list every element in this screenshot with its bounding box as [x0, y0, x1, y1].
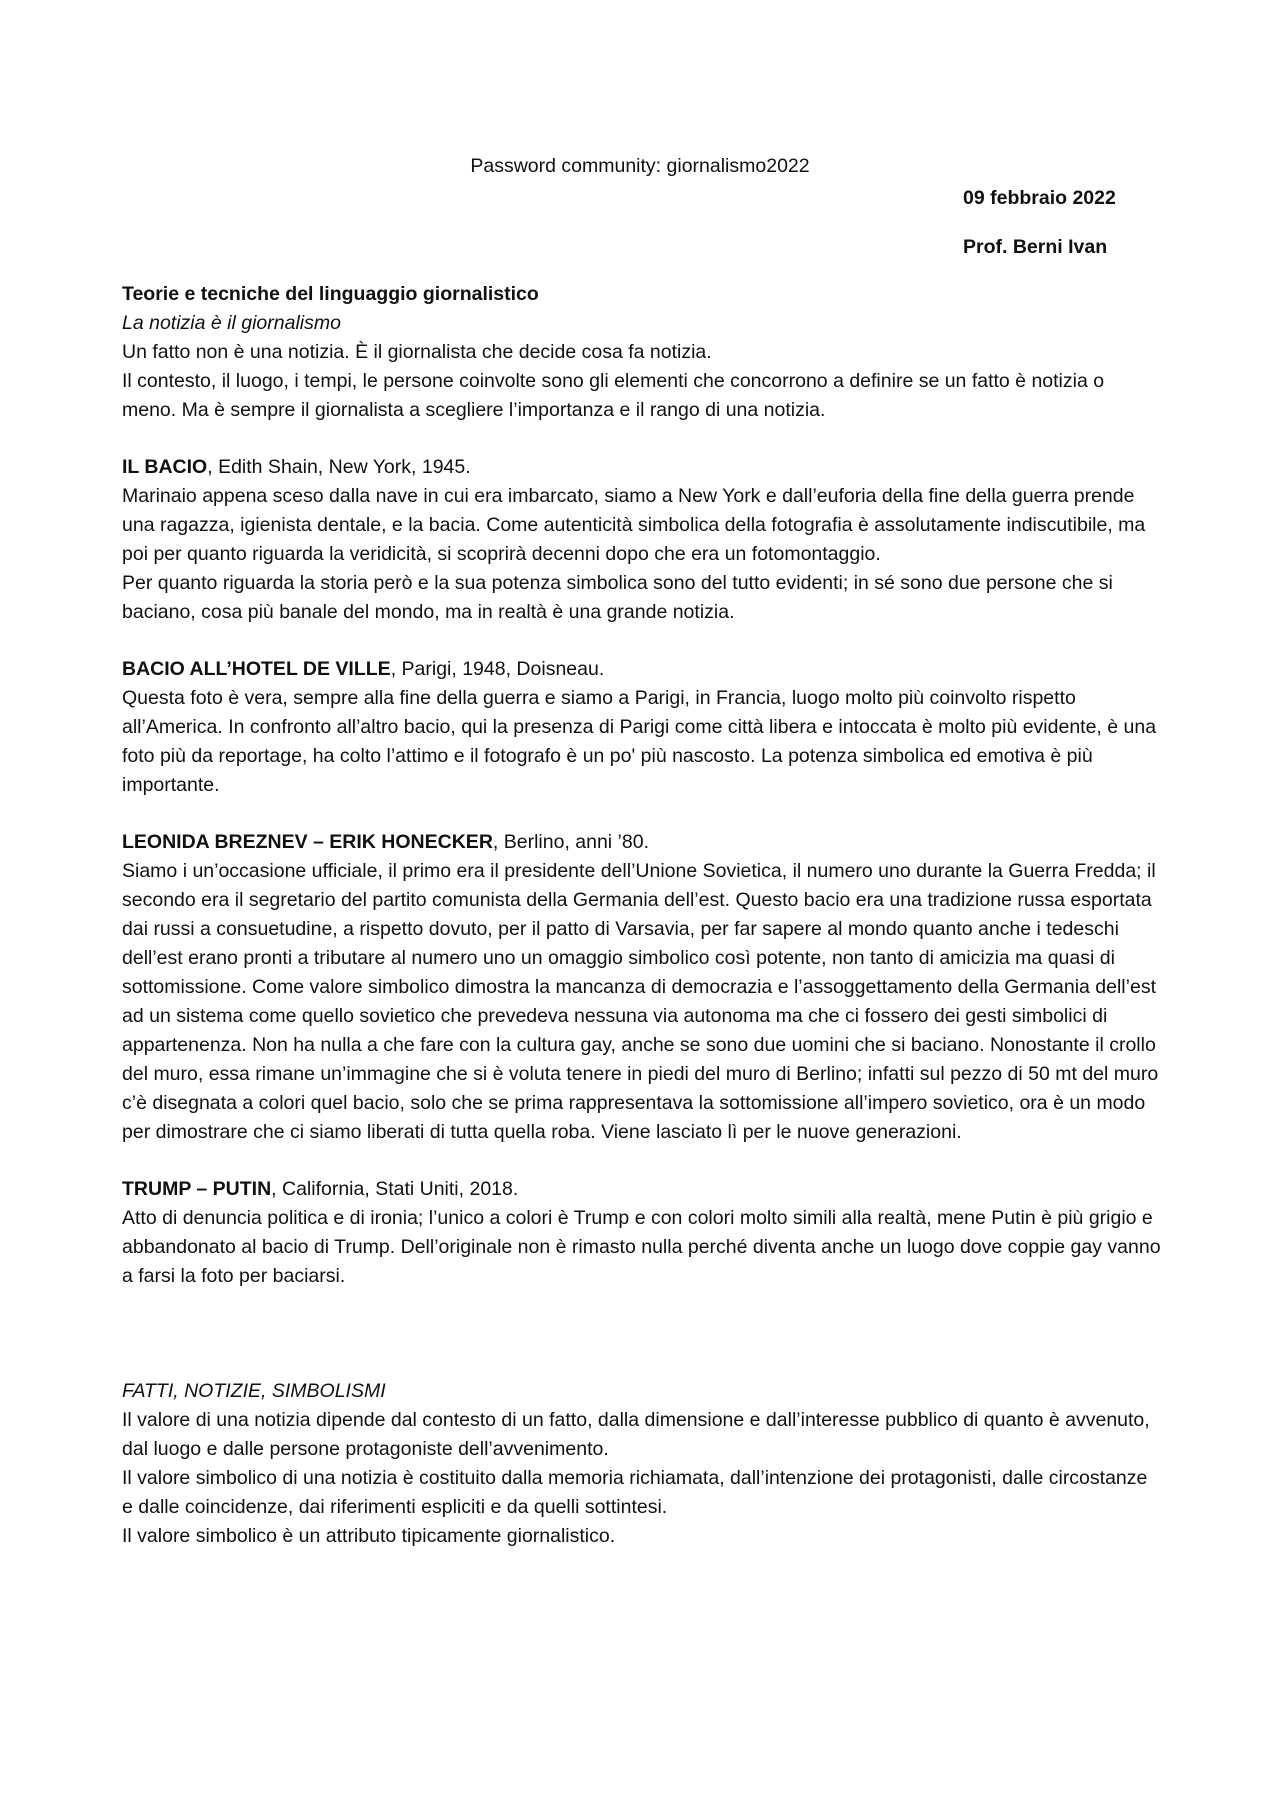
paragraph: Questa foto è vera, sempre alla fine della guerra e siamo a Parigi, in Francia, luogo molto più coinvolto rispetto all’America. In confronto all’altro bacio, qui la presenza di Parigi come città libera e intoccata è molto più evidente, è una foto più da reportage, ha colto l’attimo e il fotografo è un po' più nascosto. La potenza simbolica ed emotiva è più importante. [122, 687, 1157, 796]
entry-trump-putin [122, 1175, 1162, 1291]
entry-details: , Edith Shain, New York, 1945. [207, 456, 471, 478]
entry-title: IL BACIO [122, 456, 208, 478]
lecture-date: 09 febbraio 2022 [963, 187, 1116, 209]
entry-bacio-hotel-de-ville [122, 655, 1162, 800]
entry-breznev-honecker [122, 828, 1162, 1147]
entry-heading [122, 1175, 1162, 1204]
entry-details: , Parigi, 1948, Doisneau. [390, 658, 605, 680]
paragraph: Marinaio appena sceso dalla nave in cui era imbarcato, siamo a New York e dall’euforia della fine della guerra prende una ragazza, igienista dentale, e la bacia. Come autenticità simbolica della fotografia è assolutamente indiscutibile, ma poi per quanto riguarda la veridicità, si scoprirà decenni dopo che era un fotomontaggio. [122, 485, 1146, 565]
entry-title: TRUMP – PUTIN [122, 1178, 272, 1200]
paragraph: Il valore simbolico è un attributo tipicamente giornalistico. [122, 1525, 616, 1547]
paragraph: Il valore di una notizia dipende dal contesto di un fatto, dalla dimensione e dall’interesse pubblico di quanto è avvenuto, dal luogo e dalle persone protagoniste dell’avvenimento. [122, 1409, 1150, 1460]
entry-heading [122, 828, 1162, 857]
entry-title: BACIO ALL’HOTEL DE VILLE [122, 658, 391, 680]
document-title: Teorie e tecniche del linguaggio giornalistico [122, 283, 539, 305]
entry-il-bacio [122, 453, 1162, 627]
paragraph: Un fatto non è una notizia. È il giornalista che decide cosa fa notizia. [122, 341, 712, 363]
paragraph: Il valore simbolico di una notizia è costituito dalla memoria richiamata, dall’intenzione dei protagonisti, dalle circostanze e dalle coincidenze, dai riferimenti espliciti e da quelli sottintesi. [122, 1467, 1148, 1518]
entry-title: LEONIDA BREZNEV – ERIK HONECKER [122, 831, 493, 853]
document-body [122, 280, 1162, 1551]
closing-section [122, 1377, 1162, 1551]
password-line: Password community: giornalismo2022 [470, 155, 810, 177]
entry-details: , Berlino, anni ’80. [492, 831, 650, 853]
paragraph: Il contesto, il luogo, i tempi, le persone coinvolte sono gli elementi che concorrono a definire se un fatto è notizia o meno. Ma è sempre il giornalista a scegliere l’importanza e il rango di una notizia. [122, 370, 1105, 421]
entry-heading [122, 453, 1162, 482]
paragraph: Per quanto riguarda la storia però e la sua potenza simbolica sono del tutto evidenti; in sé sono due persone che si baciano, cosa più banale del mondo, ma in realtà è una grande notizia. [122, 572, 1113, 623]
professor-name: Prof. Berni Ivan [963, 236, 1108, 258]
intro-section [122, 309, 1162, 425]
spacer [122, 1319, 1162, 1377]
paragraph: Atto di denuncia politica e di ironia; l’unico a colori è Trump e con colori molto simili alla realtà, mene Putin è più grigio e abbandonato al bacio di Trump. Dell’originale non è rimasto nulla perché diventa anche un luogo dove coppie gay vanno a farsi la foto per baciarsi. [122, 1207, 1161, 1287]
entry-details: , California, Stati Uniti, 2018. [271, 1178, 519, 1200]
section-heading: La notizia è il giornalismo [122, 312, 341, 334]
entry-heading [122, 655, 1162, 684]
section-heading: FATTI, NOTIZIE, SIMBOLISMI [122, 1380, 386, 1402]
paragraph: Siamo i un’occasione ufficiale, il primo era il presidente dell’Unione Sovietica, il numero uno durante la Guerra Fredda; il secondo era il segretario del partito comunista della Germania dell’est. Questo bacio era una tradizione russa esportata dai russi a consuetudine, a rispetto dovuto, per il patto di Varsavia, per far sapere al mondo quanto anche i tedeschi dell’est erano pronti a tributare al numero uno un omaggio simbolico così potente, non tanto di amicizia ma quasi di sottomissione. Come valore simbolico dimostra la mancanza di democrazia e l’assoggettamento della Germania dell’est ad un sistema come quello sovietico che prevedeva nessuna via autonoma ma che ci fossero dei gesti simbolici di appartenenza. Non ha nulla a che fare con la cultura gay, anche se sono due uomini che si baciano. Nonostante il crollo del muro, essa rimane un’immagine che si è voluta tenere in piedi del muro di Berlino; infatti sul pezzo di 50 mt del muro c’è disegnata a colori quel bacio, solo che se prima rappresentava la sottomissione all’impero sovietico, ora è un modo per dimostrare che ci siamo liberati di tutta quella roba. Viene lasciato lì per le nuove generazioni. [122, 860, 1159, 1143]
